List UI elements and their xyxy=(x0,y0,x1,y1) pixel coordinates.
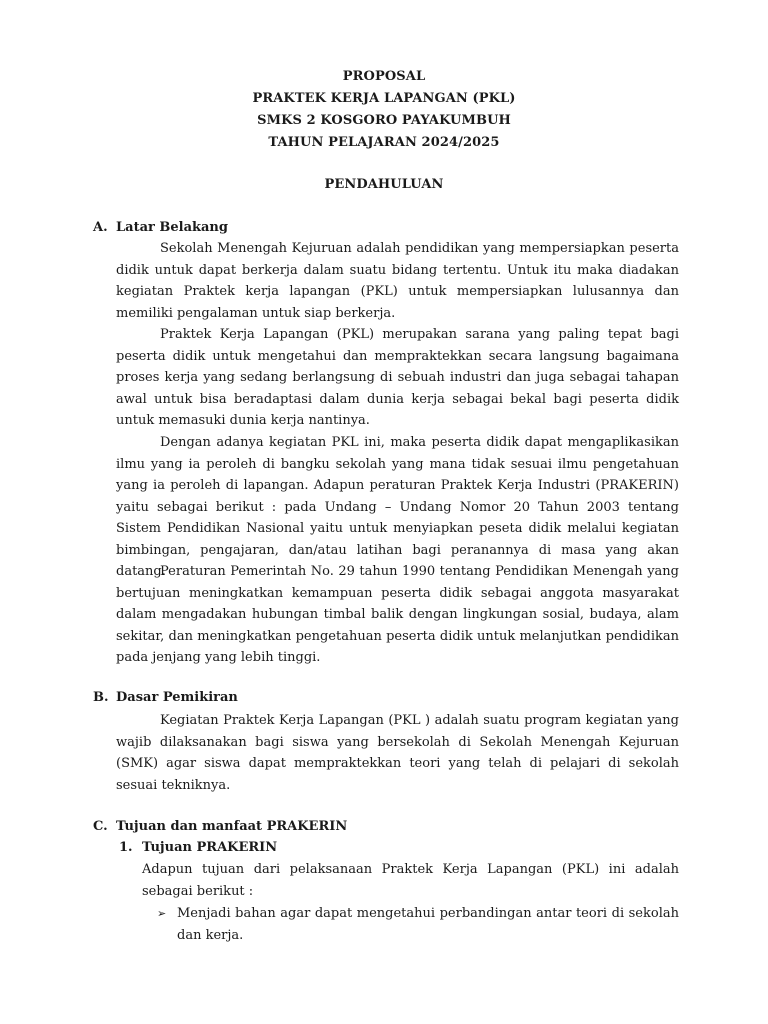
section-a-paragraph-1: Sekolah Menengah Kejuruan adalah pendidikan yang mempersiapkan peserta didik untuk dapat berkerja dalam suatu bidang tertentu. Untuk itu maka diadakan kegiatan Praktek kerja lapangan (PKL) untuk mempersiapkan lulusannya dan memiliki pengalaman untuk siap berkerja. xyxy=(116,241,679,321)
proposal-title: PROPOSAL xyxy=(342,69,426,84)
subsection-1-label: 1. xyxy=(119,840,133,855)
subsection-1-paragraph: Adapun tujuan dari pelaksanaan Praktek Kerja Lapangan (PKL) ini adalah sebagai berikut : xyxy=(142,862,679,899)
section-b-title: Dasar Pemikiran xyxy=(116,690,238,705)
subsection-1-title: Tujuan PRAKERIN xyxy=(142,840,278,855)
section-c-label: C. xyxy=(93,819,108,834)
section-a-title: Latar Belakang xyxy=(116,220,228,235)
arrowhead-bullet-icon: ➢ xyxy=(157,907,167,920)
school-title: SMKS 2 KOSGORO PAYAKUMBUH xyxy=(257,113,511,128)
year-title: TAHUN PELAJARAN 2024/2025 xyxy=(268,135,500,150)
section-a-paragraph-4: Peraturan Pemerintah No. 29 tahun 1990 tentang Pendidikan Menengah yang bertujuan meningkatkan kemampuan peserta didik sebagai anggota masyarakat dalam mengadakan hubungan timbal balik dengan lingkungan sosial, budaya, alam sekitar, dan meningkatkan pengetahuan peserta didik untuk melanjutkan pendidikan pada jenjang yang lebih tinggi. xyxy=(116,564,679,665)
section-b-label: B. xyxy=(93,690,109,705)
section-a-label: A. xyxy=(93,220,108,235)
section-b-paragraph: Kegiatan Praktek Kerja Lapangan (PKL ) adalah suatu program kegiatan yang wajib dilaksanakan bagi siswa yang bersekolah di Sekolah Menengah Kejuruan (SMK) agar siswa dapat mempraktekkan teori yang telah di pelajari di sekolah sesuai tekniknya. xyxy=(116,713,679,793)
chapter-title: PENDAHULUAN xyxy=(324,177,444,192)
section-c-title: Tujuan dan manfaat PRAKERIN xyxy=(116,819,348,834)
list-item xyxy=(157,903,679,946)
pkl-title: PRAKTEK KERJA LAPANGAN (PKL) xyxy=(252,91,516,106)
list-item-text: Menjadi bahan agar dapat mengetahui perbandingan antar teori di sekolah dan kerja. xyxy=(177,906,679,943)
section-a-paragraph-3: Dengan adanya kegiatan PKL ini, maka peserta didik dapat mengaplikasikan ilmu yang ia peroleh di bangku sekolah yang mana tidak sesuai ilmu pengetahuan yang ia peroleh di lapangan. Adapun peraturan Praktek Kerja Industri (PRAKERIN) yaitu sebagai berikut : pada Undang – Undang Nomor 20 Tahun 2003 tentang Sistem Pendidikan Nasional yaitu untuk menyiapkan peseta didik melalui kegiatan bimbingan, pengajaran, dan/atau latihan bagi peranannya di masa yang akan datang. xyxy=(116,435,679,579)
section-a-paragraph-2: Praktek Kerja Lapangan (PKL) merupakan sarana yang paling tepat bagi peserta didik untuk mengetahui dan mempraktekkan secara langsung bagaimana proses kerja yang sedang berlangsung di sebuah industri dan juga sebagai tahapan awal untuk bisa beradaptasi dalam dunia kerja sebagai bekal bagi peserta didik untuk memasuki dunia kerja nantinya. xyxy=(116,327,679,428)
